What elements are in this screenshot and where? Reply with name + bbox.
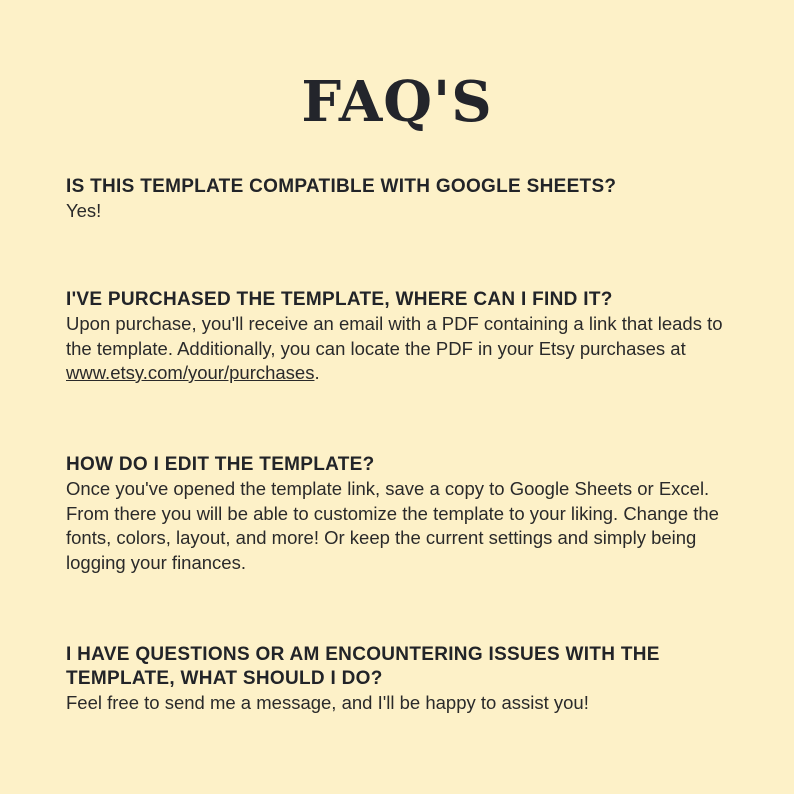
faq-question: IS THIS TEMPLATE COMPATIBLE WITH GOOGLE SHEETS? [66,176,617,197]
faq-answer: Yes! [66,200,102,221]
faq-answer [66,312,746,386]
faq-answer-text-end: . [314,362,320,383]
faq-item [66,643,746,716]
faq-item [66,175,746,224]
purchases-link[interactable]: www.etsy.com/your/purchases [66,362,315,383]
faq-question: I HAVE QUESTIONS OR AM ENCOUNTERING ISSUES WITH THE TEMPLATE, WHAT SHOULD I DO? [66,644,660,689]
faq-answer-text: Upon purchase, you'll receive an email with a PDF containing a link that leads to the template. Additionally, you can locate the PDF in your Etsy purchases at [66,313,723,359]
faq-answer: Feel free to send me a message, and I'll be happy to assist you! [66,692,589,713]
faq-question: I'VE PURCHASED THE TEMPLATE, WHERE CAN I FIND IT? [66,289,613,310]
faq-question: HOW DO I EDIT THE TEMPLATE? [66,454,375,475]
faq-item [66,453,746,575]
faq-item [66,288,746,386]
faq-answer: Once you've opened the template link, save a copy to Google Sheets or Excel. From there you will be able to customize the template to your liking. Change the fonts, colors, layout, and more! Or keep the current settings and simply being logging your finances. [66,478,719,573]
page-title: FAQ'S [301,69,493,135]
